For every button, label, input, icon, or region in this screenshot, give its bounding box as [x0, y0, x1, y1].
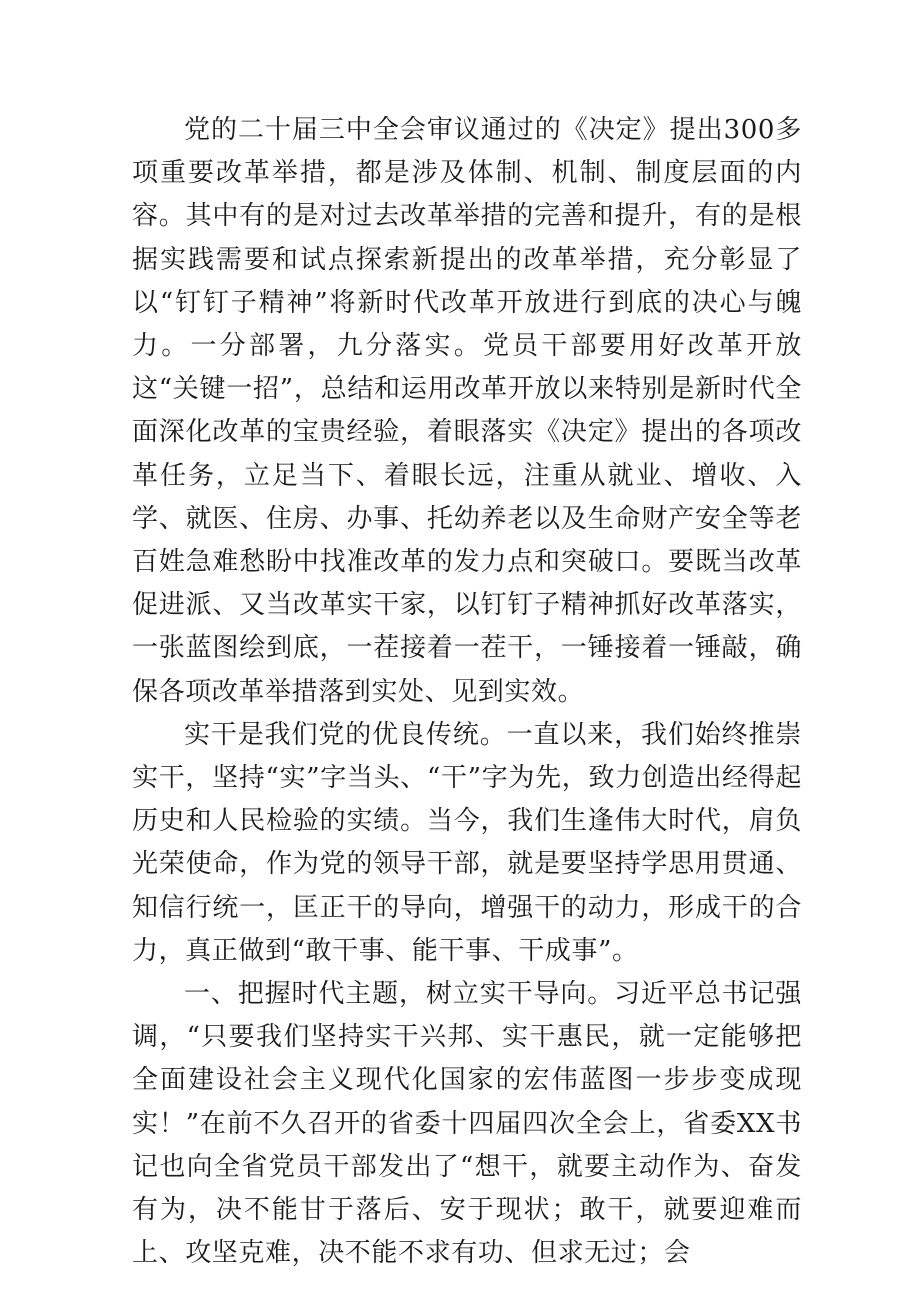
paragraph-reform-measures: 党的二十届三中全会审议通过的《决定》提出300多项重要改革举措，都是涉及体制、机制、制度层面的内容。其中有的是对过去改革举措的完善和提升，有的是根据实践需要和试点探索新提出的改革举措，充分彰显了以“钉钉子精神”将新时代改革开放进行到底的决心与魄力。一分部署，九分落实。党员干部要用好改革开放这“关键一招”，总结和运用改革开放以来特别是新时代全面深化改革的宝贵经验，着眼落实《决定》提出的各项改革任务，立足当下、着眼长远，注重从就业、增收、入学、就医、住房、办事、托幼养老以及生命财产安全等老百姓急难愁盼中找准改革的发力点和突破口。要既当改革促进派、又当改革实干家，以钉钉子精神抓好改革落实，一张蓝图绘到底，一茬接着一茬干，一锤接着一锤敲，确保各项改革举措落到实处、见到实效。	[132, 115, 802, 707]
document-body	[132, 109, 802, 1275]
paragraph-hard-work-tradition: 实干是我们党的优良传统。一直以来，我们始终推崇实干，坚持“实”字当头、“干”字为先，致力创造出经得起历史和人民检验的实绩。当今，我们生逢伟大时代，肩负光荣使命，作为党的领导干部，就是要坚持学思用贯通、知信行统一，匡正干的导向，增强干的动力，形成干的合力，真正做到“敢干事、能干事、干成事”。	[132, 719, 802, 966]
paragraph-section-one: 一、把握时代主题，树立实干导向。习近平总书记强调，“只要我们坚持实干兴邦、实干惠民，就一定能够把全面建设社会主义现代化国家的宏伟蓝图一步步变成现实！”在前不久召开的省委十四届四次全会上，省委XX书记也向全省党员干部发出了“想干，就要主动作为、奋发有为，决不能甘于落后、安于现状；敢干，就要迎难而上、攻坚克难，决不能不求有功、但求无过；会	[132, 979, 802, 1269]
